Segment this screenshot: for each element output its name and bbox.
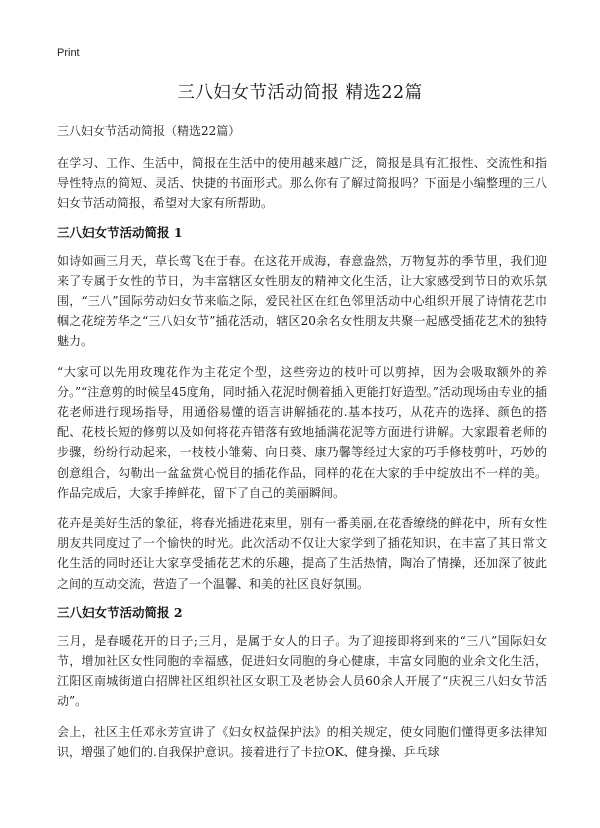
document-body (57, 123, 547, 772)
document-subtitle: 三八妇女节活动简报（精选22篇） (57, 124, 241, 138)
print-link[interactable]: Print (57, 47, 80, 59)
page-title: 三八妇女节活动简报 精选22篇 (177, 83, 423, 103)
section-heading: 三八妇女节活动简报 2 (57, 604, 183, 620)
section-paragraph: 三月，是春暖花开的日子;三月，是属于女人的日子。为了迎接即将到来的“三八”国际妇女节，增加社区女性同胞的幸福感，促进妇女同胞的身心健康，丰富女同胞的业余文化生活，江阳区南城街道白招牌社区组织社区女职工及老协会人员60余人开展了“庆祝三八妇女节活动”。 (57, 633, 547, 709)
section-2 (57, 604, 547, 762)
intro-paragraph: 在学习、工作、生活中，简报在生活中的使用越来越广泛，简报是具有汇报性、交流性和指导性特点的简短、灵活、快捷的书面形式。那么你有了解过简报吗？下面是小编整理的三八妇女节活动简报，希望对大家有所帮助。 (57, 156, 547, 211)
section-paragraph: “大家可以先用玫瑰花作为主花定个型，这些旁边的枝叶可以剪掉，因为会吸取额外的养分。”“注意剪的时候呈45度角，同时插入花泥时侧着插入更能打好造型。”活动现场由专业的插花老师进行现场指导，用通俗易懂的语言讲解插花的.基本技巧，从花卉的选择、颜色的搭配、花枝长短的修剪以及如何将花卉错落有致地插满花泥等方面进行讲解。大家跟着老师的步骤，纷纷行动起来，一枝枝小雏菊、向日葵、康乃馨等经过大家的巧手修枝剪叶，巧妙的创意组合，勾勒出一盆盆赏心悦目的插花作品，同样的花在大家的手中绽放出不一样的美。作品完成后，大家手捧鲜花，留下了自己的美丽瞬间。 (57, 364, 547, 500)
section-paragraph: 如诗如画三月天，草长莺飞在于春。在这花开成海，春意盎然，万物复苏的季节里，我们迎来了专属于女性的节日，为丰富辖区女性朋友的精神文化生活，让大家感受到节日的欢乐氛围，“三八”国际劳动妇女节来临之际，爱民社区在红色邻里活动中心组织开展了诗情花艺巾帼之花绽芳华之“三八妇女节”插花活动，辖区20余名女性朋友共聚一起感受插花艺术的独特魅力。 (57, 253, 547, 349)
section-paragraph: 花卉是美好生活的象征，将春光插进花束里，别有一番美丽,在花香缭绕的鲜花中，所有女性朋友共同度过了一个愉快的时光。此次活动不仅让大家学到了插花知识，在丰富了其日常文化生活的同时还让大家享受插花艺术的乐趣，提高了生活热情，陶冶了情操，还加深了彼此之间的互动交流，营造了一个温馨、和美的社区良好氛围。 (57, 516, 547, 591)
section-paragraph: 会上，社区主任邓永芳宣讲了《妇女权益保护法》的相关规定，使女同胞们懂得更多法律知识，增强了她们的.自我保护意识。接着进行了卡拉OK、健身操、乒乓球 (57, 724, 547, 759)
section-1 (57, 224, 547, 594)
section-heading: 三八妇女节活动简报 1 (57, 224, 183, 240)
